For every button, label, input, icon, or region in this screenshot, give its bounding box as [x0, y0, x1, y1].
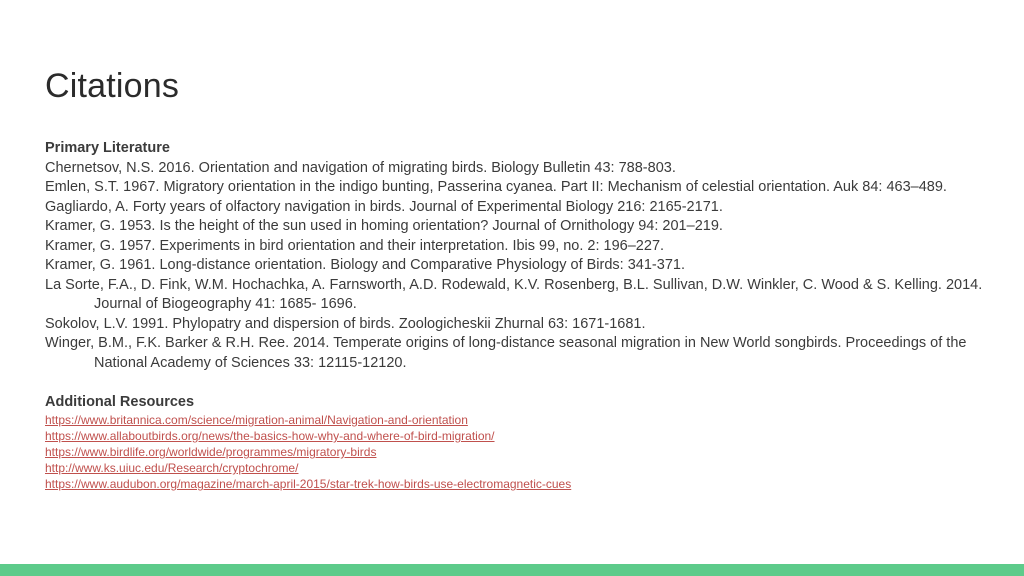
section-spacer: [45, 373, 995, 393]
resource-link[interactable]: http://www.ks.uiuc.edu/Research/cryptochrome/: [45, 461, 299, 475]
citation-item: Chernetsov, N.S. 2016. Orientation and navigation of migrating birds. Biology Bulletin 43: 788-803.: [45, 159, 676, 176]
citation-item: Kramer, G. 1957. Experiments in bird orientation and their interpretation. Ibis 99, no. 2: 196–227.: [45, 237, 665, 254]
citation-item: Winger, B.M., F.K. Barker & R.H. Ree. 2014. Temperate origins of long-distance seasonal migration in New World songbirds. Proceedings of the National Academy of Sciences 33: 12115-12120.: [45, 335, 967, 371]
citation-item: Kramer, G. 1953. Is the height of the sun used in homing orientation? Journal of Ornithology 94: 201–219.: [45, 218, 723, 234]
page-title: Citations: [45, 67, 180, 105]
resource-link[interactable]: https://www.audubon.org/magazine/march-april-2015/star-trek-how-birds-use-electromagnetic-cues: [45, 477, 572, 491]
primary-literature-list: [45, 159, 995, 374]
primary-literature-heading: Primary Literature: [45, 140, 170, 156]
resource-link[interactable]: https://www.birdlife.org/worldwide/programmes/migratory-birds: [45, 445, 377, 459]
resource-link[interactable]: https://www.allaboutbirds.org/news/the-basics-how-why-and-where-of-bird-migration/: [45, 429, 495, 443]
additional-resources-heading: Additional Resources: [45, 393, 195, 410]
citation-item: La Sorte, F.A., D. Fink, W.M. Hochachka, A. Farnsworth, A.D. Rodewald, K.V. Rosenberg, B.L. Sullivan, D.W. Winkler, C. Wood & S. Kelling. 2014. Journal of Biogeography 41: 1685- 1696.: [45, 276, 983, 312]
resource-link[interactable]: https://www.britannica.com/science/migration-animal/Navigation-and-orientation: [45, 413, 468, 427]
citation-item: Emlen, S.T. 1967. Migratory orientation in the indigo bunting, Passerina cyanea. Part II: Mechanism of celestial orientation. Auk 84: 463–489.: [45, 179, 947, 195]
citation-item: Kramer, G. 1961. Long-distance orientation. Biology and Comparative Physiology of Birds: 341-371.: [45, 257, 685, 273]
citations-content: [45, 139, 995, 492]
citation-item: Sokolov, L.V. 1991. Phylopatry and dispersion of birds. Zoologicheskii Zhurnal 63: 1671-1681.: [45, 315, 646, 332]
accent-bar: [0, 564, 1024, 576]
additional-resources-list: [45, 412, 995, 492]
citation-item: Gagliardo, A. Forty years of olfactory navigation in birds. Journal of Experimental Biology 216: 2165-2171.: [45, 198, 723, 215]
